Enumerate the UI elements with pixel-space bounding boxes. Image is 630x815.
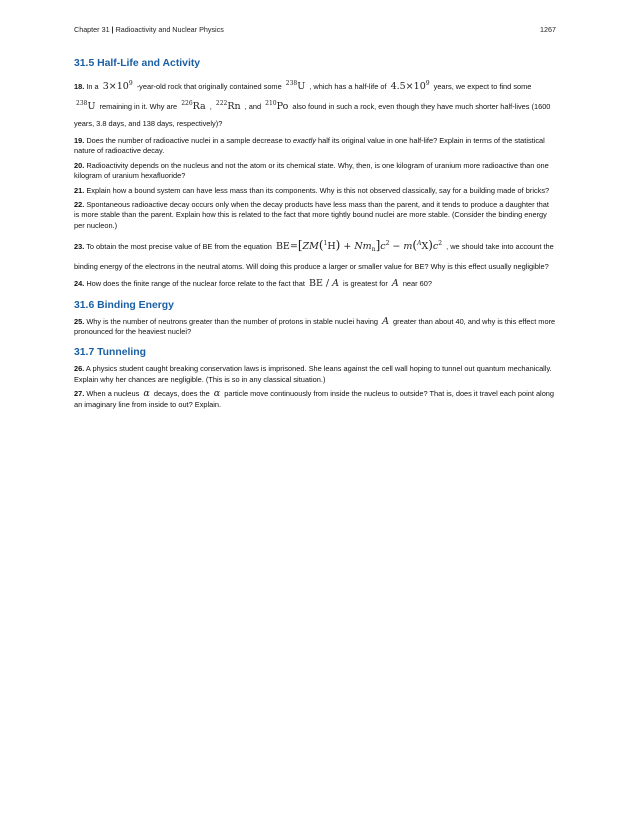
- element-symbol: U: [297, 81, 306, 92]
- eq-term: α: [143, 388, 150, 400]
- math-base: 3×10: [102, 81, 129, 92]
- question-text: Radioactivity depends on the nucleus and not the atom or its chemical state. Why, then, is one kilogram of uranium more radioactive than one kilogram of uranium hexafluoride?: [74, 160, 549, 181]
- page-number: 1267: [540, 25, 556, 34]
- math-uranium-238: [74, 101, 97, 112]
- question-number: 26.: [74, 364, 85, 374]
- question-text: Why is the number of neutrons greater than the number of protons in stable nuclei having: [84, 316, 381, 326]
- question-text: Does the number of radioactive nuclei in a sample decrease to: [84, 136, 293, 145]
- question-23: [74, 235, 556, 275]
- section-heading-binding-energy: 31.6 Binding Energy: [74, 299, 174, 311]
- eq-term: A: [391, 278, 399, 290]
- math-alpha: [141, 388, 151, 399]
- eq-operator: +: [340, 241, 355, 253]
- question-number: 24.: [74, 279, 85, 289]
- math-exponent: 2: [438, 240, 443, 248]
- question-number: 27.: [74, 389, 85, 399]
- eq-subscript: n: [371, 246, 376, 254]
- element-symbol: Ra: [192, 101, 206, 112]
- math-polonium-210: [263, 101, 290, 112]
- question-text: decays, does the: [151, 389, 212, 399]
- eq-term: BE /: [308, 278, 333, 290]
- question-number: 25.: [74, 316, 85, 326]
- question-text: ,: [207, 102, 214, 111]
- question-26: [74, 364, 556, 385]
- math-uranium-238: [284, 81, 307, 92]
- math-exponent: 2: [385, 240, 390, 248]
- element-symbol: Po: [276, 101, 289, 112]
- question-24: [74, 279, 556, 289]
- running-header: [74, 25, 556, 34]
- eq-paren: ): [335, 238, 341, 253]
- eq-term: A: [332, 278, 339, 290]
- question-text: particle move continuously from inside the nucleus to outside? That is, does it travel each point along an imaginary line from inside to out? Explain.: [74, 389, 555, 409]
- question-number: 19.: [74, 136, 85, 145]
- math-age: [101, 81, 135, 92]
- question-18: [74, 75, 556, 132]
- eq-paren: (: [318, 238, 324, 253]
- eq-paren: (: [412, 238, 418, 253]
- question-text: How does the finite range of the nuclear force relate to the fact that: [84, 279, 307, 289]
- page-content: [74, 58, 556, 414]
- chapter-heading: [74, 25, 224, 34]
- question-text: To obtain the most precise value of BE from the equation: [84, 242, 274, 252]
- eq-bracket: ]: [375, 238, 381, 253]
- question-number: 23.: [74, 242, 85, 252]
- element-symbol: Rn: [227, 101, 241, 112]
- math-be-per-a: [307, 278, 341, 289]
- question-19: [74, 136, 556, 157]
- element-symbol: U: [87, 101, 96, 112]
- question-text: When a nucleus: [84, 389, 142, 399]
- math-binding-energy-equation: [274, 238, 444, 254]
- question-text: A physics student caught breaking conservation laws is imprisoned. She leans against the cell wall hoping to tunnel out quantum mechanically. Explain why her chances are negligible. (This is so in any classical situation.): [74, 364, 552, 384]
- question-number: 20.: [74, 160, 85, 170]
- element-symbol: H: [327, 241, 336, 253]
- question-text: , and: [242, 102, 264, 111]
- question-text: , we should take into account the binding energy of the electrons in the neutral atoms. Will doing this produce a larger or smaller value for BE? Why is this effect usually negligible?: [74, 242, 554, 272]
- mass-number: 226: [181, 100, 193, 107]
- mass-number: 1: [323, 240, 328, 248]
- chapter-title: Radioactivity and Nuclear Physics: [115, 25, 224, 34]
- question-number: 22.: [74, 200, 85, 210]
- math-radium-226: [179, 101, 208, 112]
- question-text: half its original value in one half-life? Explain in terms of the statistical nature of radioactive decay.: [74, 136, 545, 156]
- question-text: years, we expect to find some: [431, 82, 532, 91]
- section-heading-half-life: 31.5 Half-Life and Activity: [74, 58, 201, 69]
- question-number: 18.: [74, 82, 85, 91]
- question-text: is greatest for: [341, 279, 390, 289]
- chapter-label: Chapter 31: [74, 25, 110, 34]
- eq-term: N: [354, 241, 363, 253]
- question-number: 21.: [74, 185, 85, 195]
- eq-lhs: BE=: [275, 241, 298, 253]
- question-text: Explain how a bound system can have less mass than its components. Why is this not observed classically, say for a building made of bricks?: [84, 185, 550, 195]
- mass-number: 222: [215, 100, 228, 107]
- question-text: remaining in it. Why are: [97, 102, 180, 111]
- math-radon-222: [214, 101, 243, 112]
- mass-number: 238: [76, 100, 88, 107]
- eq-bracket: [: [297, 238, 303, 253]
- question-text: greater than about 40, and why is this effect more pronounced for the heaviest nuclei?: [74, 316, 556, 337]
- mass-number: 210: [265, 100, 277, 107]
- math-base: 4.5×10: [390, 81, 426, 92]
- math-exponent: 9: [128, 80, 133, 87]
- section-heading-tunneling: 31.7 Tunneling: [74, 347, 146, 359]
- eq-term: m: [403, 241, 413, 253]
- question-20: [74, 161, 556, 182]
- element-symbol: X: [421, 241, 429, 253]
- eq-term: c: [380, 241, 386, 253]
- eq-paren: ): [428, 238, 433, 253]
- question-27: [74, 389, 556, 410]
- eq-term: ZM: [302, 241, 319, 253]
- eq-term: α: [213, 388, 221, 400]
- question-text: -year-old rock that originally contained some: [134, 82, 284, 91]
- eq-term: A: [382, 315, 389, 327]
- chapter-separator: |: [109, 25, 116, 34]
- mass-number: 238: [285, 80, 298, 87]
- eq-term: m: [362, 241, 372, 253]
- math-exponent: 9: [425, 80, 430, 87]
- math-a: [380, 316, 391, 327]
- question-text: , which has a half-life of: [307, 82, 389, 91]
- question-text: near 60?: [400, 279, 432, 289]
- question-22: [74, 200, 556, 231]
- question-21: [74, 186, 556, 196]
- question-text: Spontaneous radioactive decay occurs only when the decay products have less mass than the parent, and it tends to produce a daughter that is more stable than the parent. Explain how this is related to the fact that more tightly bound nuclei are more stable. (Consider the binding energy per nucleon.): [74, 200, 549, 230]
- question-text: In a: [84, 82, 101, 91]
- eq-operator: −: [389, 241, 404, 253]
- mass-number: A: [417, 240, 422, 248]
- eq-term: c: [432, 241, 439, 253]
- math-a: [390, 278, 401, 289]
- question-text: also found in such a rock, even though they have much shorter half-lives (1600 years, 3.8 days, and 138 days, respectively)?: [74, 102, 551, 128]
- emphasis: exactly: [292, 136, 316, 145]
- math-half-life: [389, 81, 432, 92]
- math-alpha: [212, 388, 222, 399]
- question-25: [74, 317, 556, 338]
